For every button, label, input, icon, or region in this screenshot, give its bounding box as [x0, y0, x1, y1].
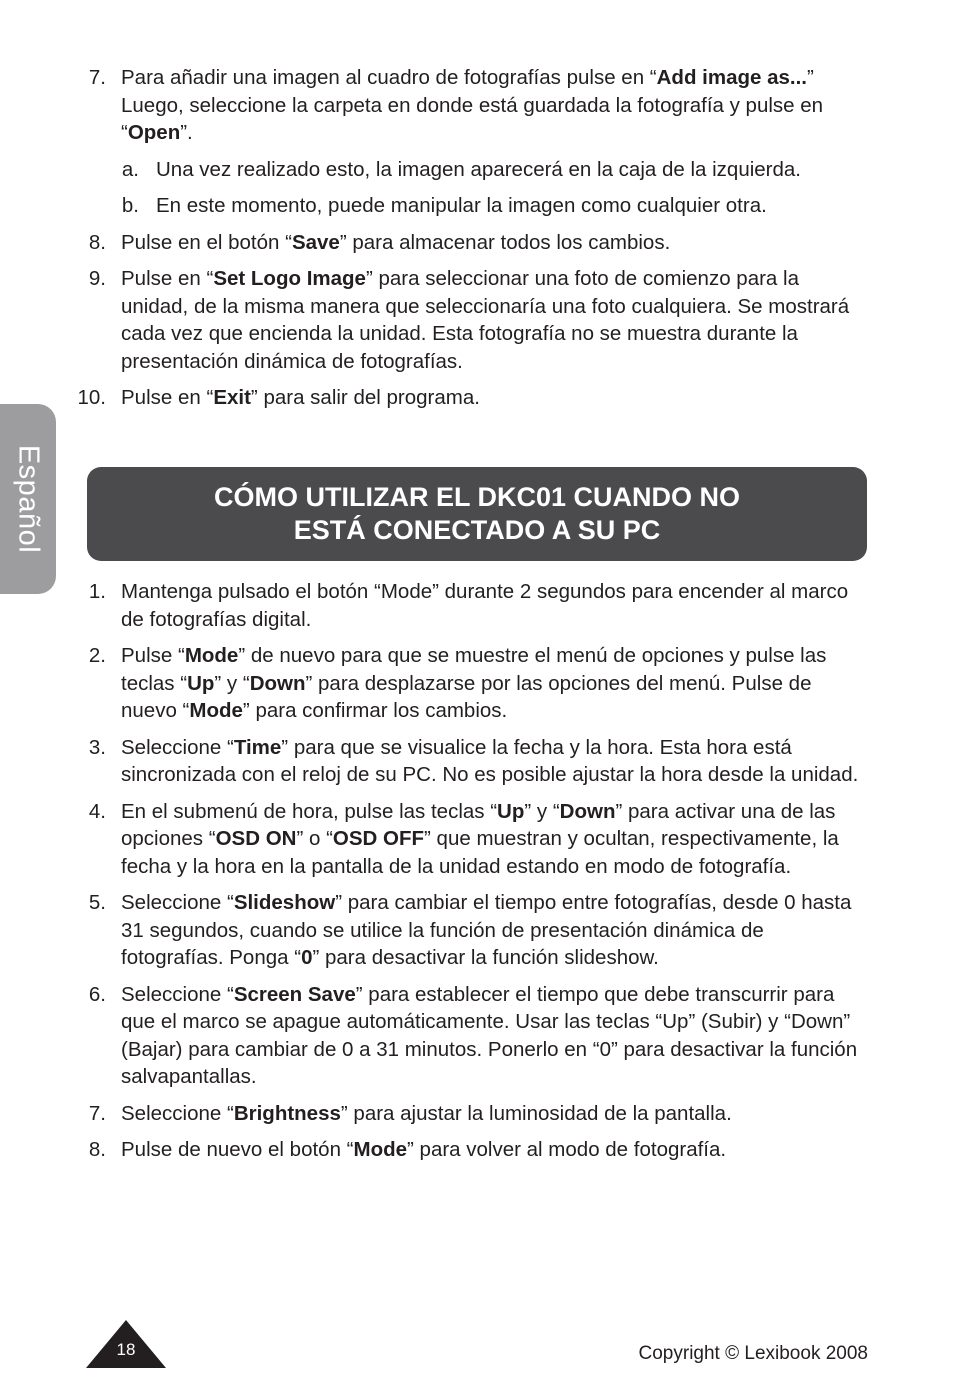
item-number: 5. 5. — [88, 891, 106, 914]
section-heading-line-2: ESTÁ CONECTADO A SU PC — [293, 515, 661, 545]
bold-term: Mode — [184, 644, 239, 667]
item-number: 8. 8. — [88, 1138, 106, 1161]
list-item — [0, 384, 954, 412]
item-number: 1. 7. — [88, 66, 106, 89]
item-text: Seleccione “Slideshow” para cambiar el tiempo entre fotografías, desde 0 hasta 31 segundos, cuando se utilice la función de presentación dinámica de fotografías. Ponga “0” para desactivar la función slideshow. — [121, 891, 852, 969]
item-text: Pulse en “Exit” para salir del programa. — [121, 386, 480, 409]
item-number: 3. 3. — [88, 735, 106, 759]
item-number: 6. 10. — [77, 386, 106, 409]
list-item — [0, 265, 954, 375]
bold-term: Mode — [353, 1138, 408, 1161]
item-number: 2. a. — [121, 157, 139, 181]
list-item — [0, 1136, 954, 1164]
list-item — [0, 734, 954, 789]
top-instruction-list — [0, 64, 954, 421]
item-text: En el submenú de hora, pulse las teclas “Up” y “Down” para activar una de las opciones “OSD ON” o “OSD OFF” que muestran y ocultan, respectivamente, la fecha y la hora en la pantalla de la unidad estando en modo de fotografía. — [121, 799, 839, 878]
bold-term: 0 — [301, 946, 313, 969]
item-text: Pulse en el botón “Save” para almacenar todos los cambios. — [121, 230, 671, 254]
bold-term: OSD ON — [215, 827, 297, 850]
language-side-tab — [0, 404, 56, 594]
item-number: 7. 7. — [88, 1101, 106, 1125]
bold-term: Down — [249, 671, 306, 695]
page-number: 18 — [116, 1340, 136, 1359]
bold-term: Brightness — [233, 1101, 341, 1125]
item-number: 1. 1. — [88, 580, 106, 603]
item-text: Para añadir una imagen al cuadro de fotografías pulse en “Add image as...” Luego, seleccione la carpeta en donde está guardada la fotografía y pulse en “Open”. — [121, 66, 824, 144]
section-heading-line-1: CÓMO UTILIZAR EL DKC01 CUANDO NO — [213, 482, 740, 512]
sub-list-item — [0, 192, 954, 220]
bold-term: OSD OFF — [332, 827, 425, 850]
bold-term: Time — [233, 735, 282, 759]
item-number: 5. 9. — [88, 267, 106, 290]
bold-term: Set Logo Image — [213, 267, 366, 290]
item-text: Pulse “Mode” de nuevo para que se muestre el menú de opciones y pulse las teclas “Up” y “Down” para desplazarse por las opciones del menú. Pulse de nuevo “Mode” para confirmar los cambios. — [121, 644, 827, 722]
item-text: Pulse en “Set Logo Image” para seleccionar una foto de comienzo para la unidad, de la misma manera que seleccionaría una foto cualquiera. Se mostrará cada vez que encienda la unidad. Esta fotografía no se muestra durante la presentación dinámica de fotografías. — [121, 267, 850, 373]
list-item — [0, 642, 954, 725]
bold-term: Mode — [189, 699, 243, 722]
bottom-instruction-list — [0, 578, 954, 1173]
bold-term: Down — [559, 799, 616, 823]
list-item — [0, 578, 954, 633]
copyright-notice: Copyright © Lexibook 2008 — [638, 1343, 868, 1364]
bold-term: Exit — [213, 386, 251, 409]
item-text: Mantenga pulsado el botón “Mode” durante 2 segundos para encender al marco de fotografías digital. — [121, 580, 849, 631]
item-text: Seleccione “Brightness” para ajustar la luminosidad de la pantalla. — [121, 1101, 732, 1125]
list-item — [0, 981, 954, 1091]
item-number: 4. 4. — [88, 799, 106, 823]
item-number: 4. 8. — [88, 230, 106, 254]
list-item — [0, 1100, 954, 1128]
item-number: 3. b. — [121, 194, 139, 217]
language-label: Español — [12, 444, 45, 554]
item-number: 2. 2. — [88, 644, 106, 667]
item-text: Una vez realizado esto, la imagen aparecerá en la caja de la izquierda. — [156, 157, 801, 181]
bold-term: Slideshow — [233, 891, 336, 914]
sub-list-item — [0, 156, 954, 184]
section-heading-banner — [87, 467, 867, 561]
item-text: Pulse de nuevo el botón “Mode” para volver al modo de fotografía. — [121, 1138, 727, 1161]
list-item — [0, 798, 954, 881]
bold-term: Add image as... — [656, 66, 808, 89]
list-item — [0, 229, 954, 257]
bold-term: Open — [127, 121, 181, 144]
list-item — [0, 64, 954, 147]
list-item — [0, 889, 954, 972]
item-text: Seleccione “Screen Save” para establecer el tiempo que debe transcurrir para que el marco se apague automáticamente. Usar las teclas “Up” (Subir) y “Down” (Bajar) para cambiar de 0 a 31 minutos. Ponerlo en “0” para desactivar la función salvapantallas. — [121, 982, 858, 1088]
bold-term: Up — [187, 671, 215, 695]
item-text: En este momento, puede manipular la imagen como cualquier otra. — [156, 194, 767, 217]
bold-term: Save — [291, 230, 340, 254]
item-text: Seleccione “Time” para que se visualice la fecha y la hora. Esta hora está sincronizada con el reloj de su PC. No es posible ajustar la hora desde la unidad. — [121, 735, 859, 786]
item-number: 6. 6. — [88, 982, 106, 1006]
bold-term: Screen Save — [233, 982, 356, 1006]
bold-term: Up — [497, 799, 525, 823]
